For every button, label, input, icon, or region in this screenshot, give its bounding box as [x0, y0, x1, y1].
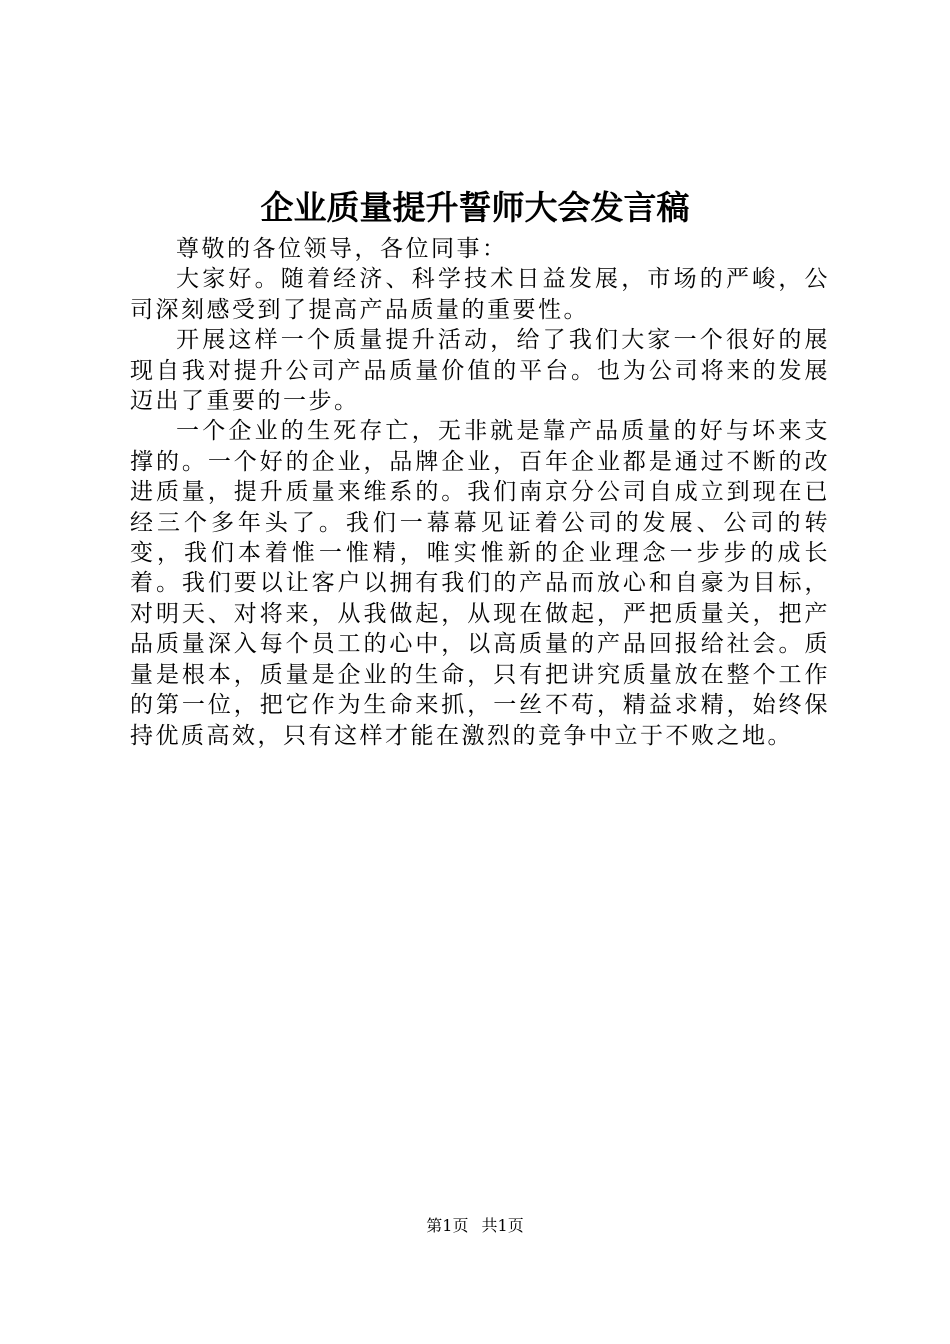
document-title: 企业质量提升誓师大会发言稿: [260, 188, 690, 227]
body-paragraph: 开展这样一个质量提升活动，给了我们大家一个很好的展现自我对提升公司产品质量价值的平台。也为公司将来的发展迈出了重要的一步。: [130, 327, 830, 415]
body-paragraph: 大家好。随着经济、科学技术日益发展，市场的严峻，公司深刻感受到了提高产品质量的重要性。: [130, 266, 830, 323]
page-number-total: 共1页: [481, 1216, 524, 1235]
body-paragraph: 一个企业的生死存亡，无非就是靠产品质量的好与坏来支撑的。一个好的企业，品牌企业，百年企业都是通过不断的改进质量，提升质量来维系的。我们南京分公司自成立到现在已经三个多年头了。我们一幕幕见证着公司的发展、公司的转变，我们本着惟一惟精，唯实惟新的企业理念一步步的成长着。我们要以让客户以拥有我们的产品而放心和自豪为目标，对明天、对将来，从我做起，从现在做起，严把质量关，把产品质量深入每个员工的心中，以高质量的产品回报给社会。质量是根本，质量是企业的生命，只有把讲究质量放在整个工作的第一位，把它作为生命来抓，一丝不苟，精益求精，始终保持优质高效，只有这样才能在激烈的竞争中立于不败之地。: [130, 418, 830, 749]
document-body: [130, 234, 830, 751]
page-footer: [0, 1214, 950, 1238]
page-number-current: 第1页: [426, 1216, 469, 1235]
salutation-paragraph: 尊敬的各位领导，各位同事：: [176, 236, 508, 262]
